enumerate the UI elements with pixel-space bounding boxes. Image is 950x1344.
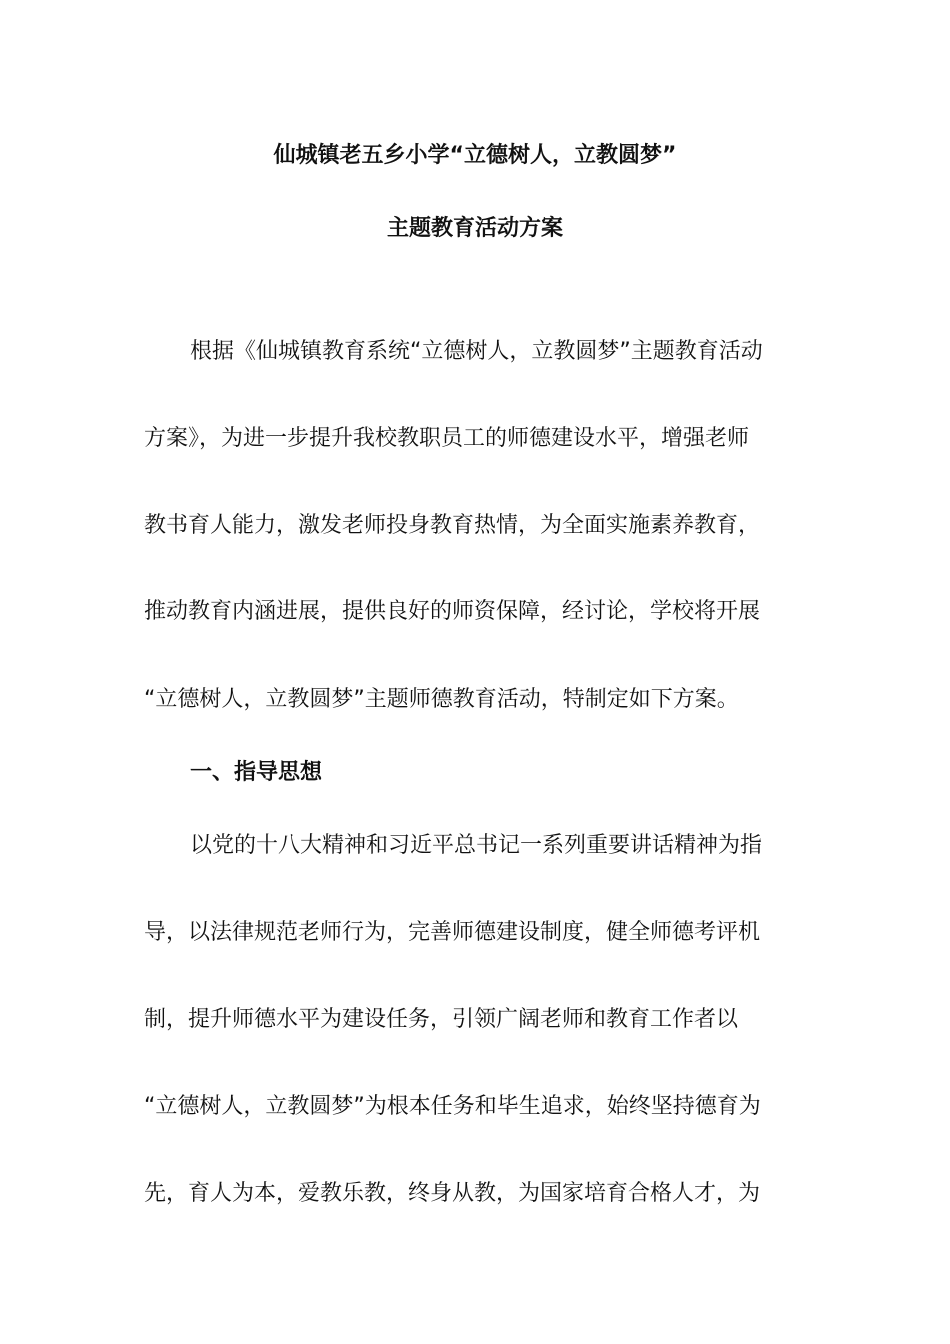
section1-paragraph-line: 导，以法律规范老师行为，完善师德建设制度，健全师德考评机	[144, 920, 761, 945]
section1-paragraph-line: “立德树人，立教圆梦”为根本任务和毕生追求，始终坚持德育为	[144, 1094, 761, 1119]
section1-paragraph-line: 以党的十八大精神和习近平总书记一系列重要讲话精神为指	[190, 833, 763, 858]
section1-paragraph-line: 先，育人为本，爱教乐教，终身从教，为国家培育合格人才，为	[144, 1181, 761, 1206]
document-title-line-1: 仙城镇老五乡小学“立德树人，立教圆梦”	[273, 143, 677, 168]
document-title-line-2: 主题教育活动方案	[386, 216, 563, 241]
intro-paragraph-line: 根据《仙城镇教育系统“立德树人，立教圆梦”主题教育活动	[190, 339, 763, 364]
intro-paragraph-line: 教书育人能力，激发老师投身教育热情，为全面实施素养教育，	[144, 513, 761, 538]
intro-paragraph-line: 推动教育内涵进展，提供良好的师资保障，经讨论，学校将开展	[144, 599, 761, 624]
section1-paragraph-line: 制，提升师德水平为建设任务，引领广阔老师和教育工作者以	[144, 1007, 739, 1032]
intro-paragraph-line: “立德树人，立教圆梦”主题师德教育活动，特制定如下方案。	[144, 687, 739, 712]
section-heading-guiding-thought: 一、指导思想	[190, 760, 323, 785]
intro-paragraph-line: 方案》，为进一步提升我校教职员工的师德建设水平，增强老师	[144, 426, 750, 451]
